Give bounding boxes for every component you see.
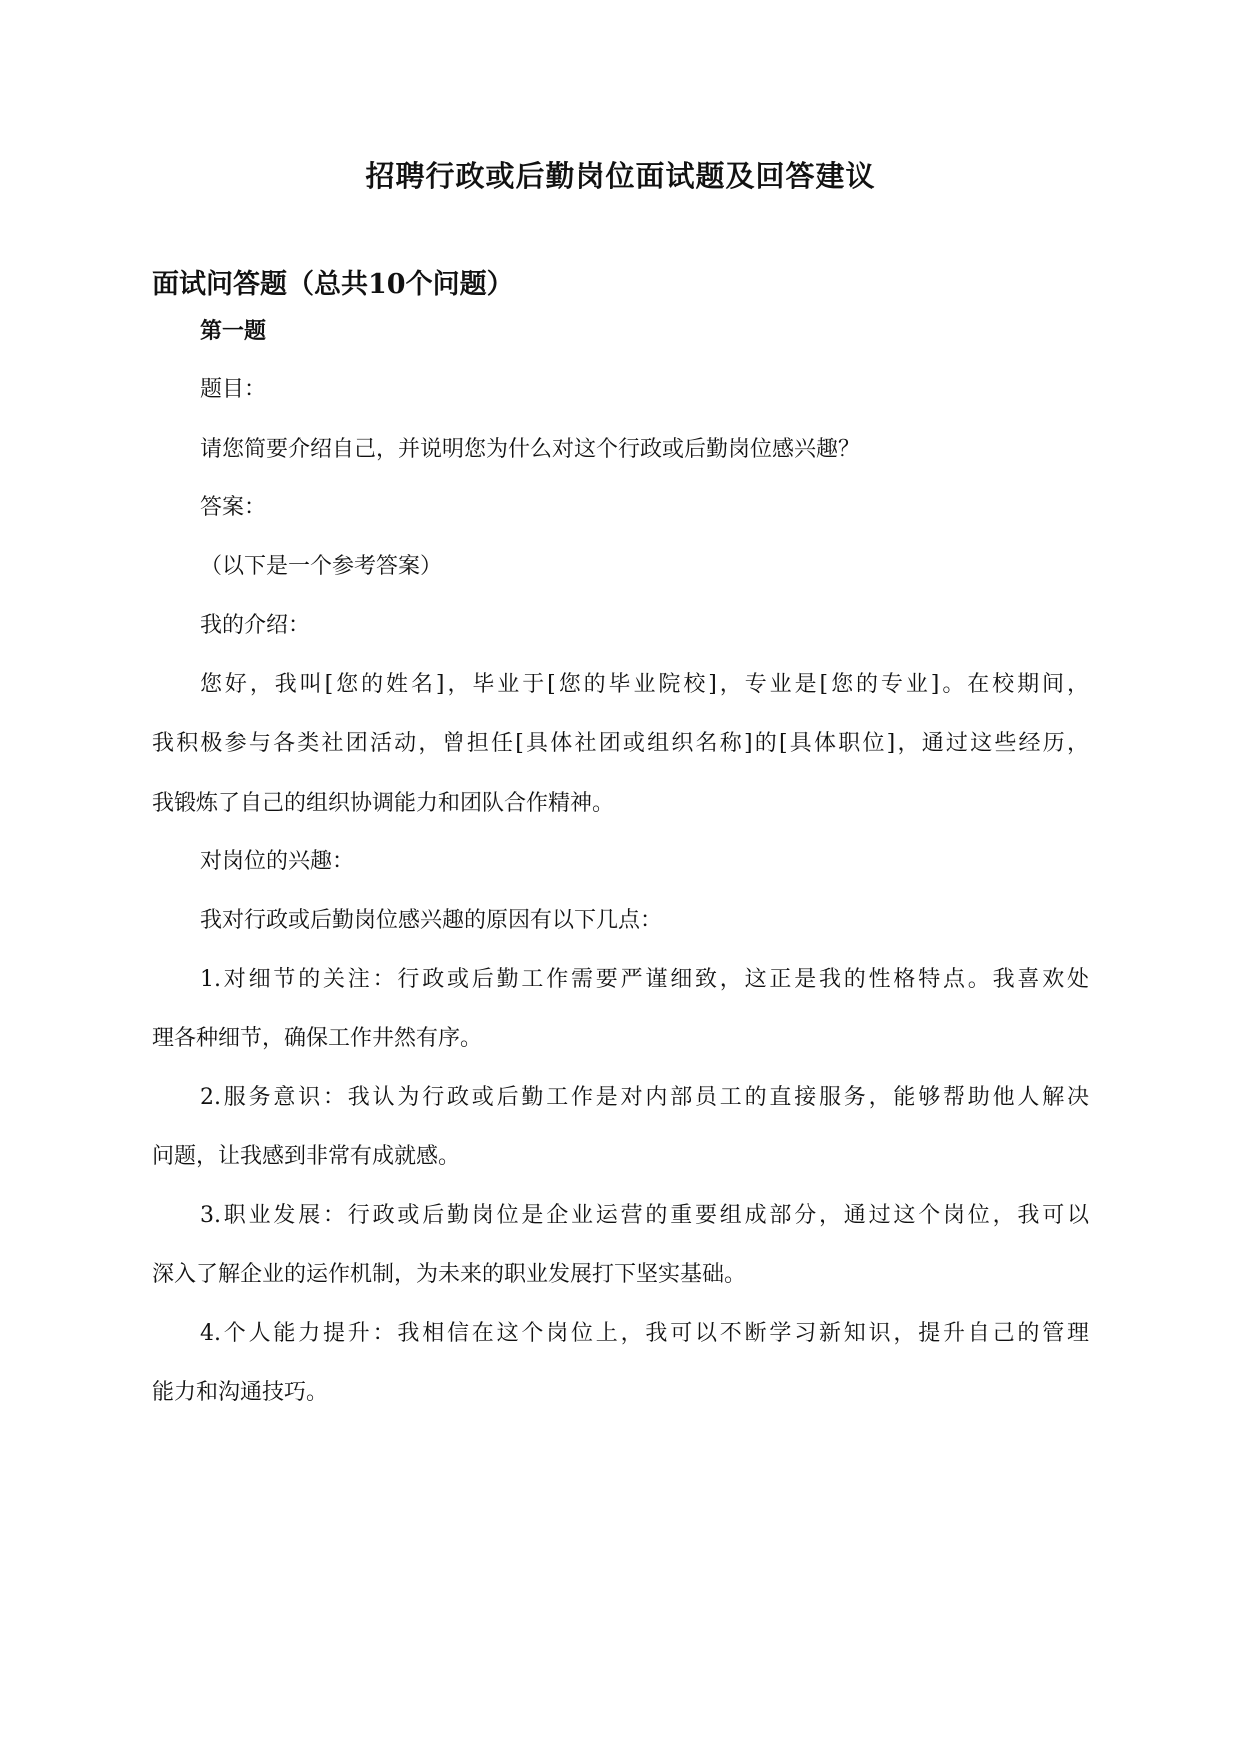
list-item: 1.对细节的关注：行政或后勤工作需要严谨细致，这正是我的性格特点。我喜欢处 xyxy=(200,967,1089,992)
section-heading: 面试问答题（总共10个问题） xyxy=(152,269,514,300)
list-item: 2.服务意识：我认为行政或后勤工作是对内部员工的直接服务，能够帮助他人解决 xyxy=(200,1085,1089,1110)
list-item-continuation: 深入了解企业的运作机制，为未来的职业发展打下坚实基础。 xyxy=(152,1262,747,1287)
list-item-continuation: 理各种细节，确保工作井然有序。 xyxy=(152,1026,483,1051)
interest-intro: 我对行政或后勤岗位感兴趣的原因有以下几点： xyxy=(200,908,663,933)
intro-line: 我积极参与各类社团活动，曾担任[具体社团或组织名称]的[具体职位]，通过这些经历， xyxy=(152,731,1089,756)
answer-note: （以下是一个参考答案） xyxy=(200,554,443,579)
document-title: 招聘行政或后勤岗位面试题及回答建议 xyxy=(365,159,876,193)
list-item-continuation: 能力和沟通技巧。 xyxy=(152,1380,329,1405)
question-heading: 第一题 xyxy=(200,318,267,344)
list-item: 3.职业发展：行政或后勤岗位是企业运营的重要组成部分，通过这个岗位，我可以 xyxy=(200,1203,1089,1228)
answer-label: 答案： xyxy=(200,495,267,520)
intro-label: 我的介绍： xyxy=(200,613,311,638)
intro-line: 我锻炼了自己的组织协调能力和团队合作精神。 xyxy=(152,791,615,816)
list-item: 4.个人能力提升：我相信在这个岗位上，我可以不断学习新知识，提升自己的管理 xyxy=(200,1321,1089,1346)
question-text: 请您简要介绍自己，并说明您为什么对这个行政或后勤岗位感兴趣？ xyxy=(200,437,861,462)
interest-label: 对岗位的兴趣： xyxy=(200,849,355,874)
intro-line: 您好，我叫[您的姓名]，毕业于[您的毕业院校]，专业是[您的专业]。在校期间， xyxy=(200,672,1089,697)
question-label: 题目： xyxy=(200,377,267,402)
list-item-continuation: 问题，让我感到非常有成就感。 xyxy=(152,1144,461,1169)
